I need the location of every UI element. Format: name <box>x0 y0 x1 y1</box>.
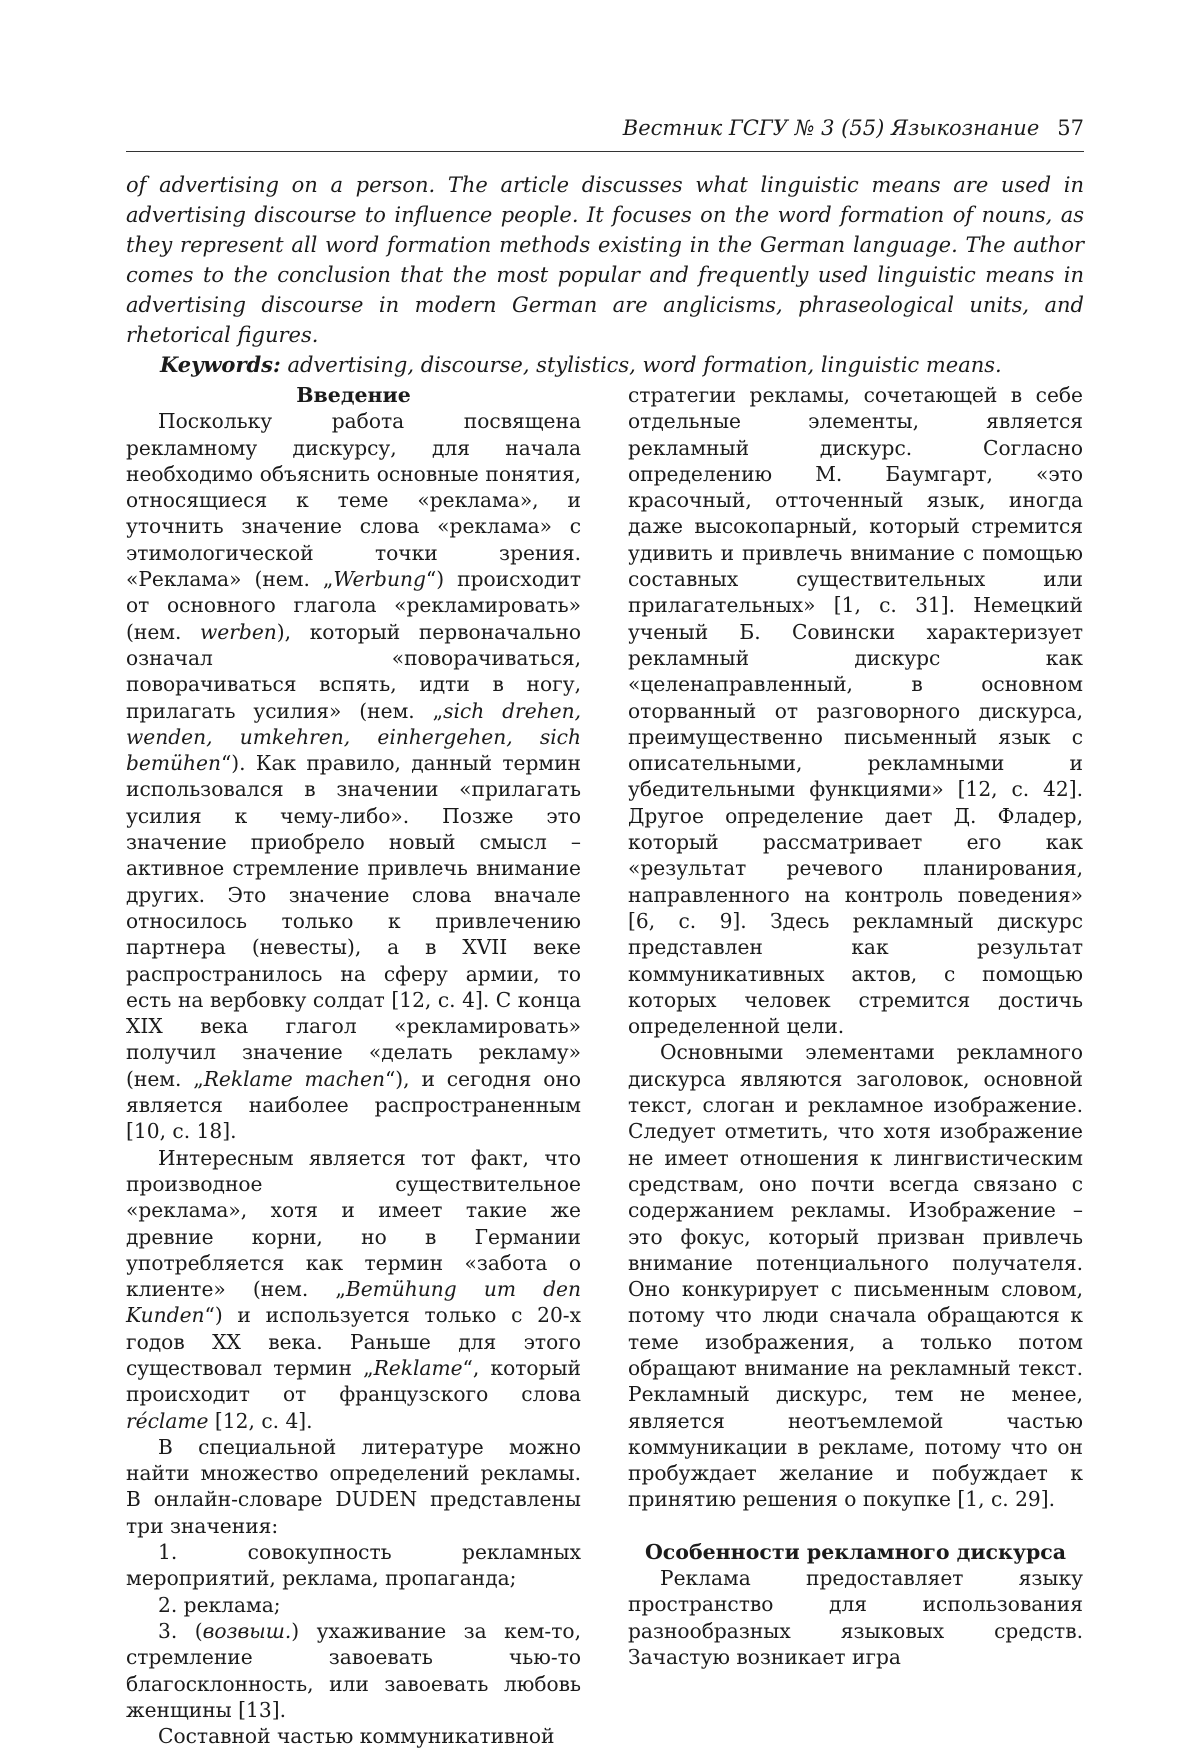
list-item: 1. совокупность рекламных мероприятий, реклама, пропаганда; <box>126 1540 581 1591</box>
text-run: “), и сегодня оно является наиболее распространенным [10, с. 18]. <box>126 1066 581 1144</box>
paragraph: Реклама предоставляет языку пространство для использования разнообразных языковых средств. Зачастую возникает игра <box>628 1566 1083 1669</box>
paragraph <box>126 408 581 1144</box>
text-run: “). Как правило, данный термин использовался в значении «прилагать усилия к чему-либо». Позже это значение приобрело новый смысл – активное стремление привлечь внимание других. Это значение слова вначале относилось только к привлечению партнера (невесты), а в XVII веке распространилось на сферу армии, то есть на вербовку солдат [12, с. 4]. С конца XIX века глагол «рекламировать» получил значение «делать рекламу» (нем. „ <box>126 751 581 1091</box>
paragraph: Составной частью коммуникативной <box>158 1724 555 1749</box>
keywords-label: Keywords: <box>160 352 281 377</box>
text-run: “, который происходит от французского слова <box>126 1355 581 1407</box>
text-run: ) ухаживание за кем-то, стремление завоевать чью-то благосклонность, или завоевать любовь женщины [13]. <box>126 1618 581 1722</box>
left-column <box>126 382 581 1749</box>
keywords-line <box>126 350 1084 380</box>
text-run: ), который первоначально означал «поворачиваться, поворачиваться вспять, идти в ногу, прилагать усилия» (нем. „ <box>126 619 581 723</box>
section-heading-features: Особенности рекламного дискурса <box>644 1539 1067 1564</box>
keywords-text: advertising, discourse, stylistics, word formation, linguistic means. <box>287 353 1002 377</box>
journal-title: Вестник ГСГУ № 3 (55) Языкознание <box>622 116 1040 140</box>
paragraph <box>126 1145 581 1434</box>
italic-term: Reklame <box>373 1355 463 1380</box>
text-run: Интересным является тот факт, что производное существительное «реклама», хотя и имеет такие же древние корни, но в Германии употребляется как термин «забота о клиенте» (нем. „ <box>126 1145 581 1302</box>
italic-term: werben <box>200 619 277 644</box>
italic-term: Werbung <box>333 567 426 592</box>
text-run: [12, с. 4]. <box>208 1408 313 1433</box>
text-run: “) и используется только с 20-х годов XX века. Раньше для этого существовал термин „ <box>126 1303 581 1380</box>
italic-term: Reklame machen <box>203 1066 385 1091</box>
page-number: 57 <box>1057 116 1084 140</box>
section-heading-introduction: Введение <box>296 383 411 407</box>
italic-term: réclame <box>126 1408 209 1433</box>
right-column <box>628 382 1083 1670</box>
paragraph: В специальной литературе можно найти множество определений рекламы. В онлайн-словаре DUDEN представлены три значения: <box>126 1434 581 1538</box>
abstract <box>126 170 1084 380</box>
abstract-text: of advertising on a person. The article discusses what linguistic means are used in advertising discourse to influence people. It focuses on the word formation of nouns, as they represent all word formation methods existing in the German language. The author comes to the conclusion that the most popular and frequently used linguistic means in advertising discourse in modern German are anglicisms, phraseological units, and rhetorical figures. <box>126 173 1084 347</box>
list-item <box>126 1618 581 1723</box>
italic-term: sich drehen, wenden, umkehren, einhergehen, sich bemühen <box>126 698 582 776</box>
text-run: Поскольку работа посвящена рекламному дискурсу, для начала необходимо объяснить основные понятия, относящиеся к теме «реклама», и уточнить значение слова «реклама» с этимологической точки зрения. «Реклама» (нем. „ <box>126 409 581 592</box>
italic-term: возвыш. <box>202 1618 292 1643</box>
running-header <box>126 116 1084 152</box>
paragraph: Основными элементами рекламного дискурса являются заголовок, основной текст, слоган и рекламное изображение. Следует отметить, что хотя изображение не имеет отношения к лингвистическим средствам, оно почти всегда связано с содержанием рекламы. Изображение – это фокус, который призван привлечь внимание потенциального получателя. Оно конкурирует с письменным словом, потому что люди сначала обращаются к теме изображения, а только потом обращают внимание на рекламный текст. Рекламный дискурс, тем не менее, является неотъемлемой частью коммуникации в рекламе, потому что он пробуждает желание и побуждает к принятию решения о покупке [1, с. 29]. <box>628 1040 1083 1512</box>
italic-term: Bemühung um den Kunden <box>126 1277 581 1328</box>
list-item: 2. реклама; <box>158 1592 281 1617</box>
paragraph: стратегии рекламы, сочетающей в себе отдельные элементы, является рекламный дискурс. Согласно определению М. Баумгарт, «это красочный, отточенный язык, иногда даже высокопарный, который стремится удивить и привлечь внимание с помощью составных существительных или прилагательных» [1, с. 31]. Немецкий ученый Б. Совински характеризует рекламный дискурс как «целенаправленный, в основном оторванный от разговорного дискурса, преимущественно письменный язык с описательными, рекламными и убедительными функциями» [12, с. 42]. Другое определение дает Д. Фладер, который рассматривает его как «результат речевого планирования, направленного на контроль поведения» [6, с. 9]. Здесь рекламный дискурс представлен как результат коммуникативных актов, с помощью которых человек стремится достичь определенной цели. <box>628 383 1083 1039</box>
text-run: 3. ( <box>158 1618 203 1643</box>
text-run: “) происходит от основного глагола «рекламировать» (нем. <box>126 567 582 644</box>
